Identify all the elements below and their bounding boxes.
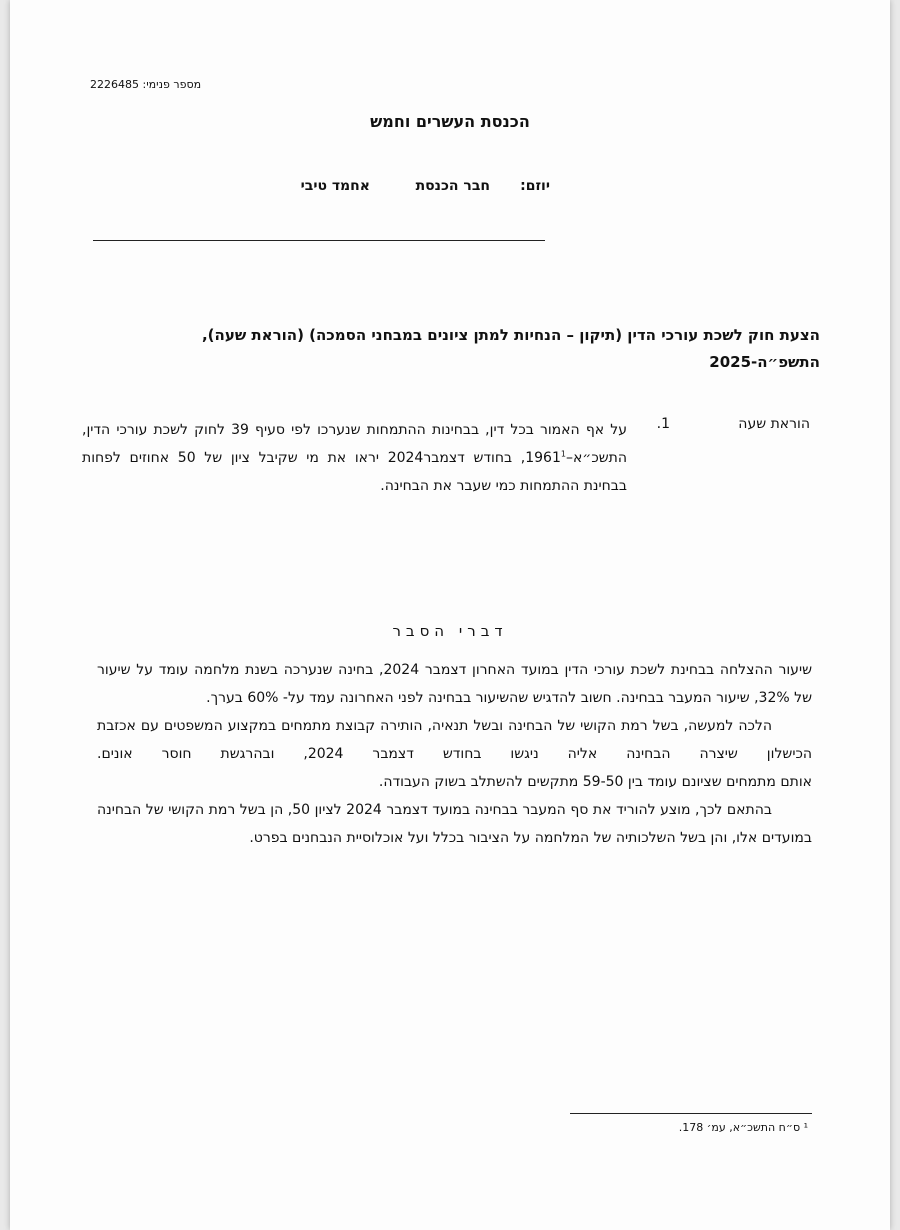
explanation-paragraph-3: אותם מתמחים שציונם עומד בין 59-50 מתקשים להשתלב בשוק העבודה. [378,774,812,790]
explanation-paragraph-2: הלכה למעשה, בשל רמת הקושי של הבחינה ובשל תנאיה, הותירה קבוצת מתמחים במקצוע המשפטים עם אכזבת הכישלון שיצרה הבחינה אליה ניגשו בחודש דצמבר 2024, ובהרגשת חוסר אונים. [97,718,812,762]
initiator-name: אחמד טיבי [300,178,370,194]
footnote-reference: 1 [560,449,566,459]
bill-title-line-1: הצעת חוק לשכת עורכי הדין (תיקון – הנחיות למתן ציונים במבחני הסמכה) (הוראת שעה), [201,326,820,344]
explanation-body [97,656,812,852]
section-number: 1. [656,416,670,432]
section-text-a: על אף האמור בכל דין, בבחינות ההתמחות שנערכו לפי סעיף 39 לחוק לשכת עורכי הדין, התשכ״א–1961 [82,422,628,466]
bill-title-line-2: התשפ״ה-2025 [709,353,820,371]
footnote-separator [570,1113,812,1114]
section-text-b: , בחודש דצמבר2024 יראו את מי שקיבל ציון של 50 אחוזים לפחות בבחינת ההתמחות כמי שעבר את הבחינה. [82,450,627,494]
initiator-role: חבר הכנסת [415,178,490,194]
explanation-paragraph-1: שיעור ההצלחה בבחינת לשכת עורכי הדין במועד האחרון דצמבר 2024, בחינה שנערכה בשנת מלחמה עומד על שיעור של 32%, שיעור המעבר בבחינה. חשוב להדגיש שהשיעור בבחינה לפני האחרונה עמד על- 60% בערך. [97,662,812,706]
footnote-text: ¹ ס״ח התשכ״א, עמ׳ 178. [678,1121,808,1134]
bill-title [90,322,820,376]
section-text [82,416,627,500]
explanation-heading: דברי הסבר [392,622,508,640]
knesset-heading: הכנסת העשרים וחמש [370,112,530,131]
explanation-paragraph-4: בהתאם לכך, מוצע להוריד את סף המעבר בבחינה במועד דצמבר 2024 לציון 50, הן בשל רמת הקושי של הבחינה במועדים אלו, והן בשל השלכותיה של המלחמה על הציבור בכלל ועל אוכלוסיית הנבחנים בפרט. [97,802,812,846]
section-side-label: הוראת שעה [738,416,810,432]
internal-number: מספר פנימי: 2226485 [90,78,202,91]
separator-line [93,240,545,241]
initiator-label: יוזם: [520,178,550,194]
